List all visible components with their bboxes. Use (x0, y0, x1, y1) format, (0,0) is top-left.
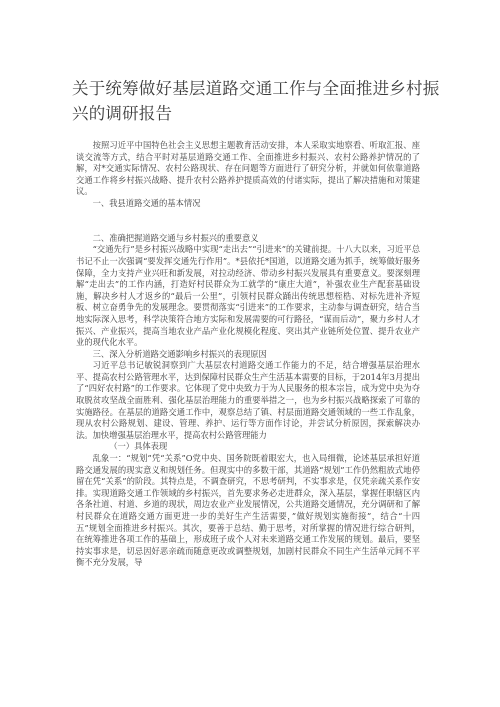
title-line-1: 关于统筹做好基层道路交通工作与全面推进乡村振 (72, 79, 440, 98)
paragraph-3: 习近平总书记敏锐洞察到广大基层农村道路交通工作能力的不足，结合增强基层治理水平、提高农村公路管理水平，达到保障村民群众生产生活基本需要的目标，于2014年3月提出了“四好农村路”的工作要求。它体现了党中央致力于为人民服务的根本宗旨，成为党中央为夺取脱贫攻坚战全面胜利、强化基层治理能力的重要举措之一，也为乡村振兴战略探索了可靠的实施路径。在基层的道路交通工作中，观察总结了镇、村层面道路交通领域的一些工作乱象，现从农村公路规划、建设、管理、养护、运行等方面作讨论，并尝试分析原因，探索解决办法。加快增强基层治理水平，提高农村公路管理能力 (76, 360, 420, 440)
title-line-2: 兴的调研报告 (72, 104, 173, 123)
subsection-heading-1: （一）具体表现 (109, 441, 168, 452)
paragraph-2: “交通先行”是乡村振兴战略中实现“走出去”“引进来”的关键前提。十八大以来，习近平总书记不止一次强调“要发挥交通先行作用”。*县依托*国道，以道路交通为抓手，统筹做好服务保障，全力支持产业兴旺和新发展，对拉动经济、带动乡村振兴发展具有重要意义。要深刻理解“走出去”的工作内涵，打造好村民群众为工就学的“康庄大道”，补强农业生产配套基础设施，解决乡村人才返乡的“最后一公里”，引领村民群众踊出传统思想桎梏、对标先进补齐短板、树立奋勇争先的发展理念。要贯彻落实“引进来”的工作要求，主动参与调查研究，结合当地实际深入思考，科学决策符合地方实际和发展需要的可行路径，“谋而后动”，聚力乡村人才振兴、产业振兴，提高当地农业产品产业化规模化程度、突出其产业链所处位置、提升农业产业的现代化水平。 (76, 244, 420, 348)
blank-space (76, 210, 420, 233)
intro-paragraph: 按照习近平中国特色社会主义思想主题教育活动安排，本人采取实地察看、听取汇报、座谈交流等方式，结合平时对基层道路交通工作、全面推进乡村振兴、农村公路养护情况的了解，对*交通实际情况、农村公路现状、存在问题等方面进行了研究分析，并就如何依靠道路交通工作将乡村振兴战略、提升农村公路养护提质高效的付诸实际，提出了解决措施和对策建议。 (76, 140, 420, 197)
document-body (76, 140, 420, 569)
section-heading-3: 三、深入分析道路交通影响乡村振兴的表现原因 (92, 348, 267, 359)
section-heading-2: 二、准确把握道路交通与乡村振兴的重要意义 (92, 232, 259, 243)
section-heading-1: 一、我县道路交通的基本情况 (92, 197, 201, 208)
document-title (72, 76, 442, 126)
paragraph-4: 乱象一：“规划”凭“关系”O党中央、国务院既着眼宏大，也入局细微，论述基层承担好道路交通发展的现实意义和规划任务。但现实中的多数干部，其道路“规划”工作仍然粗放式地停留在凭“关系”的阶段。其特点是，不调查研究，不思考研判，不实事求是，仅凭亲疏关系作安排。实现道路交通工作领域的乡村振兴，首先要求务必走进群众，深入基层，掌握任职辖区内各条社道、村道、乡道的现状，周边农业产业发展情况，公共道路交通情况，充分调研和了解村民群众在道路交通方面更进一步的美好生产生活需要，”做好规划实施衔接”，结合“十四五”规划全面推进乡村振兴。其次，要善于总结、勤于思考，对所掌握的情况进行综合研判，在统筹推进各项工作的基础上，形成班子成个人对未来道路交通工作发展的规划。最后，要坚持实事求是，切忌因好恶亲疏而随意更改或调整规划，加剧村民群众不同生产生活单元间不平衡不充分发展，导 (76, 453, 420, 568)
